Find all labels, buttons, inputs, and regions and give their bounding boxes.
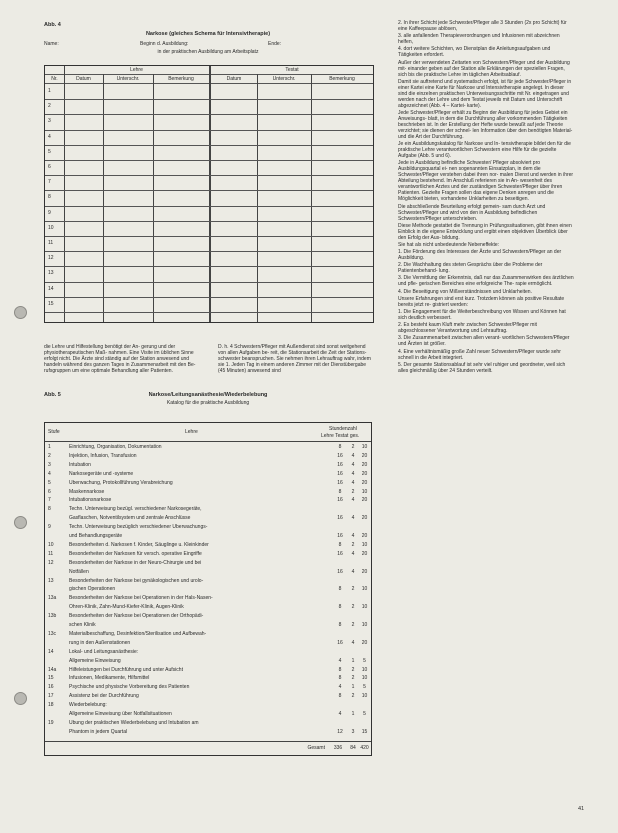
hours-testat: 3 bbox=[351, 728, 355, 735]
hours-lehre: 16 bbox=[337, 497, 343, 504]
col-datum: Datum bbox=[76, 76, 91, 82]
row-text: Intubationsnarkose bbox=[69, 497, 112, 504]
row-number: 3 bbox=[48, 461, 51, 468]
paragraph: Außer der verwendeten Zeitarten von Schwestern/Pfleger und der Ausbildung mit- einander geben auf der Station alle Erklärungen der speziellen Fragen, sich bis die praktische Lehre im täglichen Arbeitsablauf. bbox=[398, 59, 570, 78]
total-gesamt: 420 bbox=[360, 745, 369, 751]
paragraph: Jede in Ausbildung befindliche Schwester/ Pfleger absolviert pro Ausbildungsquartal ei- nen sogenannten Einsatzplan, in dem die Schwester/Pfleger verstehen dabei ihren nor- malen Dienst und werden in ihrer Abteilung bestehend. Im Anschluß referieren sie in An- wesenheit des verantwortlichen Arztes und der zuständigen Schwester/Pfleger über ihren Patienten. Gezielte Fragen sollen das eigene Denken anregen und die Möglichkeit bieten, vorhandene Unklarheiten zu beseitigen. bbox=[398, 160, 574, 203]
hours-testat: 1 bbox=[351, 684, 355, 691]
row-number: 7 bbox=[48, 497, 51, 504]
col-stufe: Stufe bbox=[48, 429, 60, 435]
row-text: Besonderheiten d. Narkosen f. Kinder, Säuglinge u. Kleinkinder bbox=[69, 541, 209, 548]
hours-lehre: 16 bbox=[337, 461, 343, 468]
hours-lehre: 16 bbox=[337, 470, 343, 477]
hours-total: 10 bbox=[361, 586, 368, 593]
hours-testat: 4 bbox=[351, 515, 355, 522]
hours-testat: 2 bbox=[351, 675, 355, 682]
hours-testat: 4 bbox=[351, 470, 355, 477]
hours-lehre: 12 bbox=[337, 728, 343, 735]
col-unterschr: Unterschr. bbox=[116, 76, 140, 82]
abb5-subtitle: Katalog für die praktische Ausbildung bbox=[166, 400, 250, 406]
grid-row-number: 1 bbox=[48, 88, 51, 94]
paragraph: 5. Der gesamte Stationsablauf ist sehr viel ruhiger und geordneter, weil sich alles gleichmäßig über 24 Stunden verteilt. bbox=[398, 361, 566, 374]
row-number: 11 bbox=[48, 550, 54, 557]
hours-lehre: 16 bbox=[337, 639, 343, 646]
paragraph: 3. alle anfallenden Therapieverordnungen und Infusionen mit abzeichnen helfen, bbox=[398, 33, 560, 46]
row-number: 19 bbox=[48, 719, 54, 726]
group-testat: Testat bbox=[285, 67, 299, 73]
paragraph: 4. dort weitere Schichten, wo Dienstplan die Anleitungsaufgaben und Tätigkeiten erfordert. bbox=[398, 46, 551, 59]
paragraph: Sie hat als nicht unbedeutende Nebeneffekte: bbox=[398, 241, 500, 248]
hours-lehre: 8 bbox=[338, 622, 342, 628]
row-text: Überwachung, Protokollführung Verabreichung bbox=[69, 479, 173, 486]
row-text: Gasflaschen, Notventilsystem und zentrale Anschlüsse bbox=[69, 515, 191, 522]
row-number: 16 bbox=[48, 684, 54, 691]
hours-total: 20 bbox=[361, 452, 368, 459]
grid-row-number: 11 bbox=[48, 240, 54, 246]
hours-testat: 4 bbox=[351, 461, 355, 468]
abb5-title: Narkose/Leitungsanästhesie/Wiederbelebung bbox=[148, 392, 268, 398]
left-paragraph: die Lehre und Hilfestellung benötigt der An- gerung und der physiotherapeutischen Maß- nahmen. Eine Visite im üblichen Sinne erfolgt nicht. Die Ärzte sind ständig auf der Station anwesend und handeln während des ganzen Tages in Zusammenarbeit mit den Be- rufsgruppen um eine optimale Behandlung aller Patienten. bbox=[44, 344, 196, 374]
row-number: 13c bbox=[48, 630, 57, 637]
grid-row-number: 4 bbox=[48, 133, 51, 140]
row-text: Infusionen, Medikamente, Hilfsmittel bbox=[69, 675, 150, 682]
row-text: Besonderheiten der Narkose in der Neuro-Chirurgie und bei bbox=[69, 559, 202, 566]
hours-lehre: 8 bbox=[338, 444, 342, 450]
hours-lehre: 8 bbox=[338, 693, 342, 700]
hours-lehre: 16 bbox=[337, 515, 343, 522]
row-number: 14a bbox=[48, 666, 57, 673]
abb4-name-label: Name: bbox=[44, 41, 59, 47]
col-unterschr-testat: Unterschr. bbox=[272, 76, 296, 82]
row-number: 10 bbox=[48, 541, 54, 548]
hours-total: 15 bbox=[361, 728, 368, 735]
grid-row-number: 2 bbox=[48, 103, 51, 110]
punch-hole-icon bbox=[14, 516, 27, 529]
row-text: Besonderheiten der Narkosen für versch. operative Eingriffe bbox=[69, 550, 202, 557]
hours-testat: 2 bbox=[351, 444, 355, 450]
row-text: und Behandlungsgeräte bbox=[69, 533, 123, 539]
curriculum-table bbox=[44, 422, 372, 756]
hours-total: 20 bbox=[361, 639, 368, 646]
right-column-text bbox=[398, 20, 574, 375]
hours-total: 20 bbox=[361, 461, 368, 468]
hours-lehre: 4 bbox=[338, 711, 342, 717]
grid-row-number: 3 bbox=[48, 118, 51, 125]
abb4-begin-label: Beginn d. Ausbildung: bbox=[140, 41, 189, 47]
col-nr: Nr. bbox=[51, 76, 58, 82]
hours-total: 10 bbox=[361, 444, 368, 450]
row-number: 13a bbox=[48, 595, 57, 602]
abb5-label: Abb. 5 bbox=[44, 392, 61, 398]
hours-lehre: 16 bbox=[337, 479, 343, 486]
row-text: schen Klinik bbox=[69, 622, 96, 628]
hours-lehre: 8 bbox=[338, 541, 342, 548]
hours-total: 5 bbox=[363, 657, 366, 664]
hours-testat: 4 bbox=[351, 479, 355, 486]
row-number: 1 bbox=[48, 444, 51, 450]
hours-testat: 4 bbox=[351, 533, 355, 539]
abb4-end-label: Ende: bbox=[268, 41, 282, 47]
grid-row-number: 9 bbox=[48, 209, 51, 216]
hours-lehre: 4 bbox=[338, 684, 342, 691]
grid-row-number: 6 bbox=[48, 164, 51, 170]
row-text: Allgemeine Einweisung über Notfallsituationen bbox=[69, 711, 172, 717]
hours-testat: 2 bbox=[351, 622, 355, 628]
row-text: Besonderheiten der Narkose bei Operationen der Orthopädi- bbox=[69, 613, 204, 620]
hours-lehre: 8 bbox=[338, 586, 342, 593]
grid-row-number: 14 bbox=[48, 285, 54, 292]
paragraph: Die abschließende Beurteilung erfolgt gemein- sam durch Arzt und Schwester/Pfleger und wird von den in Ausbildung befindlichen Schwestern/Pfleger unterschrieben. bbox=[398, 203, 546, 222]
hours-testat: 4 bbox=[351, 639, 355, 646]
row-text: Phantom in jedem Quartal bbox=[69, 728, 128, 735]
col-bemerkung-testat: Bemerkung bbox=[329, 76, 355, 82]
row-number: 4 bbox=[48, 470, 51, 477]
row-text: Notfällen bbox=[69, 568, 89, 575]
row-text: Einrichtung, Organisation, Dokumentation bbox=[69, 444, 162, 450]
hours-testat: 1 bbox=[351, 711, 355, 717]
abb4-subtitle: in der praktischen Ausbildung am Arbeitsplatz bbox=[157, 49, 259, 55]
row-text: Injektion, Infusion, Transfusion bbox=[69, 452, 137, 459]
hours-lehre: 8 bbox=[338, 666, 342, 673]
hours-testat: 2 bbox=[351, 586, 355, 593]
hours-testat: 4 bbox=[351, 568, 355, 575]
row-text: Intubation bbox=[69, 461, 91, 468]
hours-testat: 4 bbox=[351, 550, 355, 557]
hours-total: 20 bbox=[361, 497, 368, 504]
row-text: Besonderheiten der Narkose bei Operationen in der Hals-Nasen- bbox=[69, 595, 213, 602]
punch-hole-icon bbox=[14, 692, 27, 705]
hours-lehre: 8 bbox=[338, 675, 342, 682]
grid-row-number: 8 bbox=[48, 194, 51, 201]
paragraph: 3. Die Vermittlung der Erkenntnis, daß nur das Zusammenwirken des ärztlichen und pfle- gerischen Bereiches eine erfolgreiche The- rapie ermöglicht. bbox=[398, 275, 574, 288]
col-bemerkung: Bemerkung bbox=[168, 76, 194, 82]
hours-lehre: 4 bbox=[338, 657, 342, 664]
hours-total: 10 bbox=[361, 604, 368, 611]
hours-testat: 2 bbox=[351, 666, 355, 673]
paragraph: Je ein Ausbildungskatalog für Narkose und In- tensivtherapie bildet den für die praktische Lehre verantwortlichen Schwestern eine Hilfe für die gezielte Aufgabe (Abb. 5 und 6). bbox=[398, 141, 571, 160]
row-number: 15 bbox=[48, 675, 54, 682]
row-text: Hilfeleistungen bei Durchführung und unter Aufsicht bbox=[69, 666, 183, 673]
hours-total: 20 bbox=[361, 533, 368, 539]
hours-lehre: 16 bbox=[337, 533, 343, 539]
row-number: 5 bbox=[48, 479, 51, 486]
group-lehre: Lehre bbox=[130, 67, 143, 73]
row-text: Übung der praktischen Wiederbelebung und Intubation am bbox=[69, 719, 199, 726]
hours-total: 5 bbox=[363, 684, 366, 691]
hours-total: 5 bbox=[363, 711, 366, 717]
row-text: Narkosegeräte und -systeme bbox=[69, 470, 134, 477]
grid-row-number: 12 bbox=[48, 255, 54, 262]
hours-testat: 2 bbox=[351, 541, 355, 548]
row-text: rung in den Außenstationen bbox=[69, 639, 131, 646]
row-text: Materialbeschaffung, Desinfektion/Sterilisation und Aufbewah- bbox=[69, 630, 207, 637]
row-text: Techn. Unterweisung bezüglich verschiedener Überwachungs- bbox=[69, 524, 208, 531]
row-number: 8 bbox=[48, 506, 51, 513]
paragraph: 2. In ihrer Schicht jede Schwester/Pfleger alle 3 Stunden (2x pro Schicht) für eine Kaffeepause ablösen, bbox=[398, 20, 567, 32]
page-number: 41 bbox=[578, 806, 585, 812]
hours-lehre: 16 bbox=[337, 568, 343, 575]
hours-testat: 4 bbox=[351, 497, 355, 504]
hours-lehre: 16 bbox=[337, 452, 343, 459]
row-number: 13 bbox=[48, 577, 54, 584]
hours-total: 10 bbox=[361, 675, 368, 682]
paragraph: 4. Die Beseitigung von Mißverständnissen und Unklarheiten. bbox=[398, 288, 532, 295]
row-number: 2 bbox=[48, 452, 51, 459]
hours-total: 20 bbox=[361, 550, 368, 557]
row-text: Assistenz bei der Durchführung bbox=[69, 693, 139, 700]
row-text: Wiederbelebung: bbox=[69, 702, 107, 709]
row-text: Maskennarkose bbox=[69, 488, 105, 495]
hours-testat: 2 bbox=[351, 604, 355, 611]
row-number: 18 bbox=[48, 702, 54, 709]
hours-total: 20 bbox=[361, 479, 368, 486]
hours-lehre: 8 bbox=[338, 488, 342, 495]
abb4-title: Narkose (gleiches Schema für Intensivtherapie) bbox=[145, 31, 271, 37]
hours-testat: 4 bbox=[351, 452, 355, 459]
row-number: 12 bbox=[48, 559, 54, 566]
hours-total: 10 bbox=[361, 488, 368, 495]
paragraph: Unsere Erfahrungen sind erst kurz. Trotzdem können als positive Resultate bereits jetzt re- gistriert werden: bbox=[398, 295, 565, 308]
hours-total: 10 bbox=[361, 693, 368, 700]
hours-total: 10 bbox=[361, 622, 368, 628]
punch-hole-icon bbox=[14, 306, 27, 319]
paragraph: 3. Die Zusammenarbeit zwischen allen verant- wortlichen Schwestern/Pfleger und Ärzten ist größer. bbox=[398, 335, 570, 348]
total-label: Gesamt bbox=[307, 745, 325, 751]
total-lehre: 336 bbox=[333, 745, 343, 751]
col-stundenzahl: Stundenzahl bbox=[329, 426, 357, 432]
hours-total: 10 bbox=[361, 541, 368, 548]
row-number: 6 bbox=[48, 488, 51, 495]
row-text: Besonderheiten der Narkose bei gynäkologischen und urolo- bbox=[69, 577, 204, 584]
row-number: 14 bbox=[48, 648, 54, 655]
row-text: gischen Operationen bbox=[69, 586, 116, 593]
paragraph: 1. Die Förderung des Interesses der Ärzte und Schwestern/Pfleger an der Ausbildung. bbox=[398, 249, 562, 262]
hours-total: 20 bbox=[361, 470, 368, 477]
hours-testat: 2 bbox=[351, 488, 355, 495]
paragraph: Jede Schwester/Pfleger erhält zu Beginn der Ausbildung für jedes Gebiet ein Anweisungs- blatt, in dem die Durchführung aller vorkommenden Tätigkeiten beschrieben ist. In der Erstellung der Hefte wurde bewußt auf jede Theorie verzichtet; sie dienen der schnel- len Information über den benötigten Material- und die Art der Durchführung. bbox=[398, 109, 573, 140]
abb4-label: Abb. 4 bbox=[44, 22, 61, 28]
row-number: 13b bbox=[48, 613, 57, 620]
paragraph: 2. Die Wachhaltung des steten Gesprächs über die Probleme der Patientenbehand- lung. bbox=[398, 262, 543, 275]
col-datum-testat: Datum bbox=[226, 76, 242, 82]
row-text: Lokal- und Leitungsanästhesie: bbox=[69, 648, 139, 655]
mid-paragraph: D. h. 4 Schwestern/Pfleger mit Außendienst sind sonst weitgehend von allen Aufgaben be- reit, die Stationsarbeit die Zeit der Stations- schwester beanspruchen. Sie nehmen ihren Lehrauftrag wahr, indem sie 1. Jeden Tag in einem anderen Zimmer mit der Dienstübergabe (45 Minuten) anwesend sind bbox=[218, 344, 371, 374]
hours-total: 20 bbox=[361, 515, 368, 522]
hours-lehre: 16 bbox=[337, 550, 343, 557]
hours-testat: 2 bbox=[351, 693, 355, 700]
grid-row-number: 5 bbox=[48, 148, 51, 155]
training-record-grid bbox=[44, 65, 374, 323]
paragraph: Damit sie auftretend und systematisch erfolgt, ist für jede Schwester/Pfleger in einer Kartei eine Karte für Narkose und Intensivtherapie angelegt. In dieser sind die einzelnen praktischen Unterweisungsschritte mit Nr. eingetragen und werden nach der Lehre und dem Testat jeweils mit Datum und Unterschrift abgezeichnet (Abb. 4 – Kartei- karte). bbox=[398, 78, 572, 109]
hours-total: 20 bbox=[361, 568, 368, 575]
grid-row-number: 10 bbox=[48, 224, 54, 231]
paragraph: 4. Eine verhältnismäßig große Zahl neuer Schwestern/Pfleger wurde sehr schnell in die Arbeit integriert. bbox=[398, 348, 561, 361]
grid-row-number: 7 bbox=[48, 179, 51, 186]
row-text: Allgemeine Einweisung bbox=[69, 657, 121, 664]
hours-total: 10 bbox=[361, 666, 368, 673]
col-hours-sub: Lehre Testat ges. bbox=[321, 433, 360, 439]
row-text: Psychische und physische Vorbereitung des Patienten bbox=[69, 684, 190, 691]
row-number: 9 bbox=[48, 524, 51, 531]
col-lehre: Lehre bbox=[185, 429, 198, 435]
paragraph: 2. Es besteht kaum Kluft mehr zwischen Schwester/Pfleger mit abgeschlossener Verantwortung und Lehrauftrag. bbox=[398, 322, 537, 335]
total-testat: 84 bbox=[350, 745, 356, 751]
paragraph: Diese Methode gestattet die Trennung in Prüfungssituationen, gibt ihnen einen Einblick in die eigene Entwicklung und ergibt einen objektiven Überblick über den Erfolg der Aus- bildung. bbox=[398, 222, 572, 241]
grid-row-number: 15 bbox=[48, 300, 54, 307]
hours-testat: 1 bbox=[351, 657, 355, 664]
paragraph: 1. Die Engagement für die Weiterbeschreibung von Wissen und Können hat sich deutlich verbessert. bbox=[398, 309, 566, 321]
row-text: Techn. Unterweisung bezügl. verschiedener Narkosegeräte, bbox=[69, 506, 202, 513]
row-text: Ohren-Klinik, Zahn-Mund-Kiefer-Klinik, Augen-Klinik bbox=[69, 604, 184, 611]
hours-lehre: 8 bbox=[338, 604, 342, 611]
grid-row-number: 13 bbox=[48, 270, 54, 277]
row-number: 17 bbox=[48, 693, 54, 700]
